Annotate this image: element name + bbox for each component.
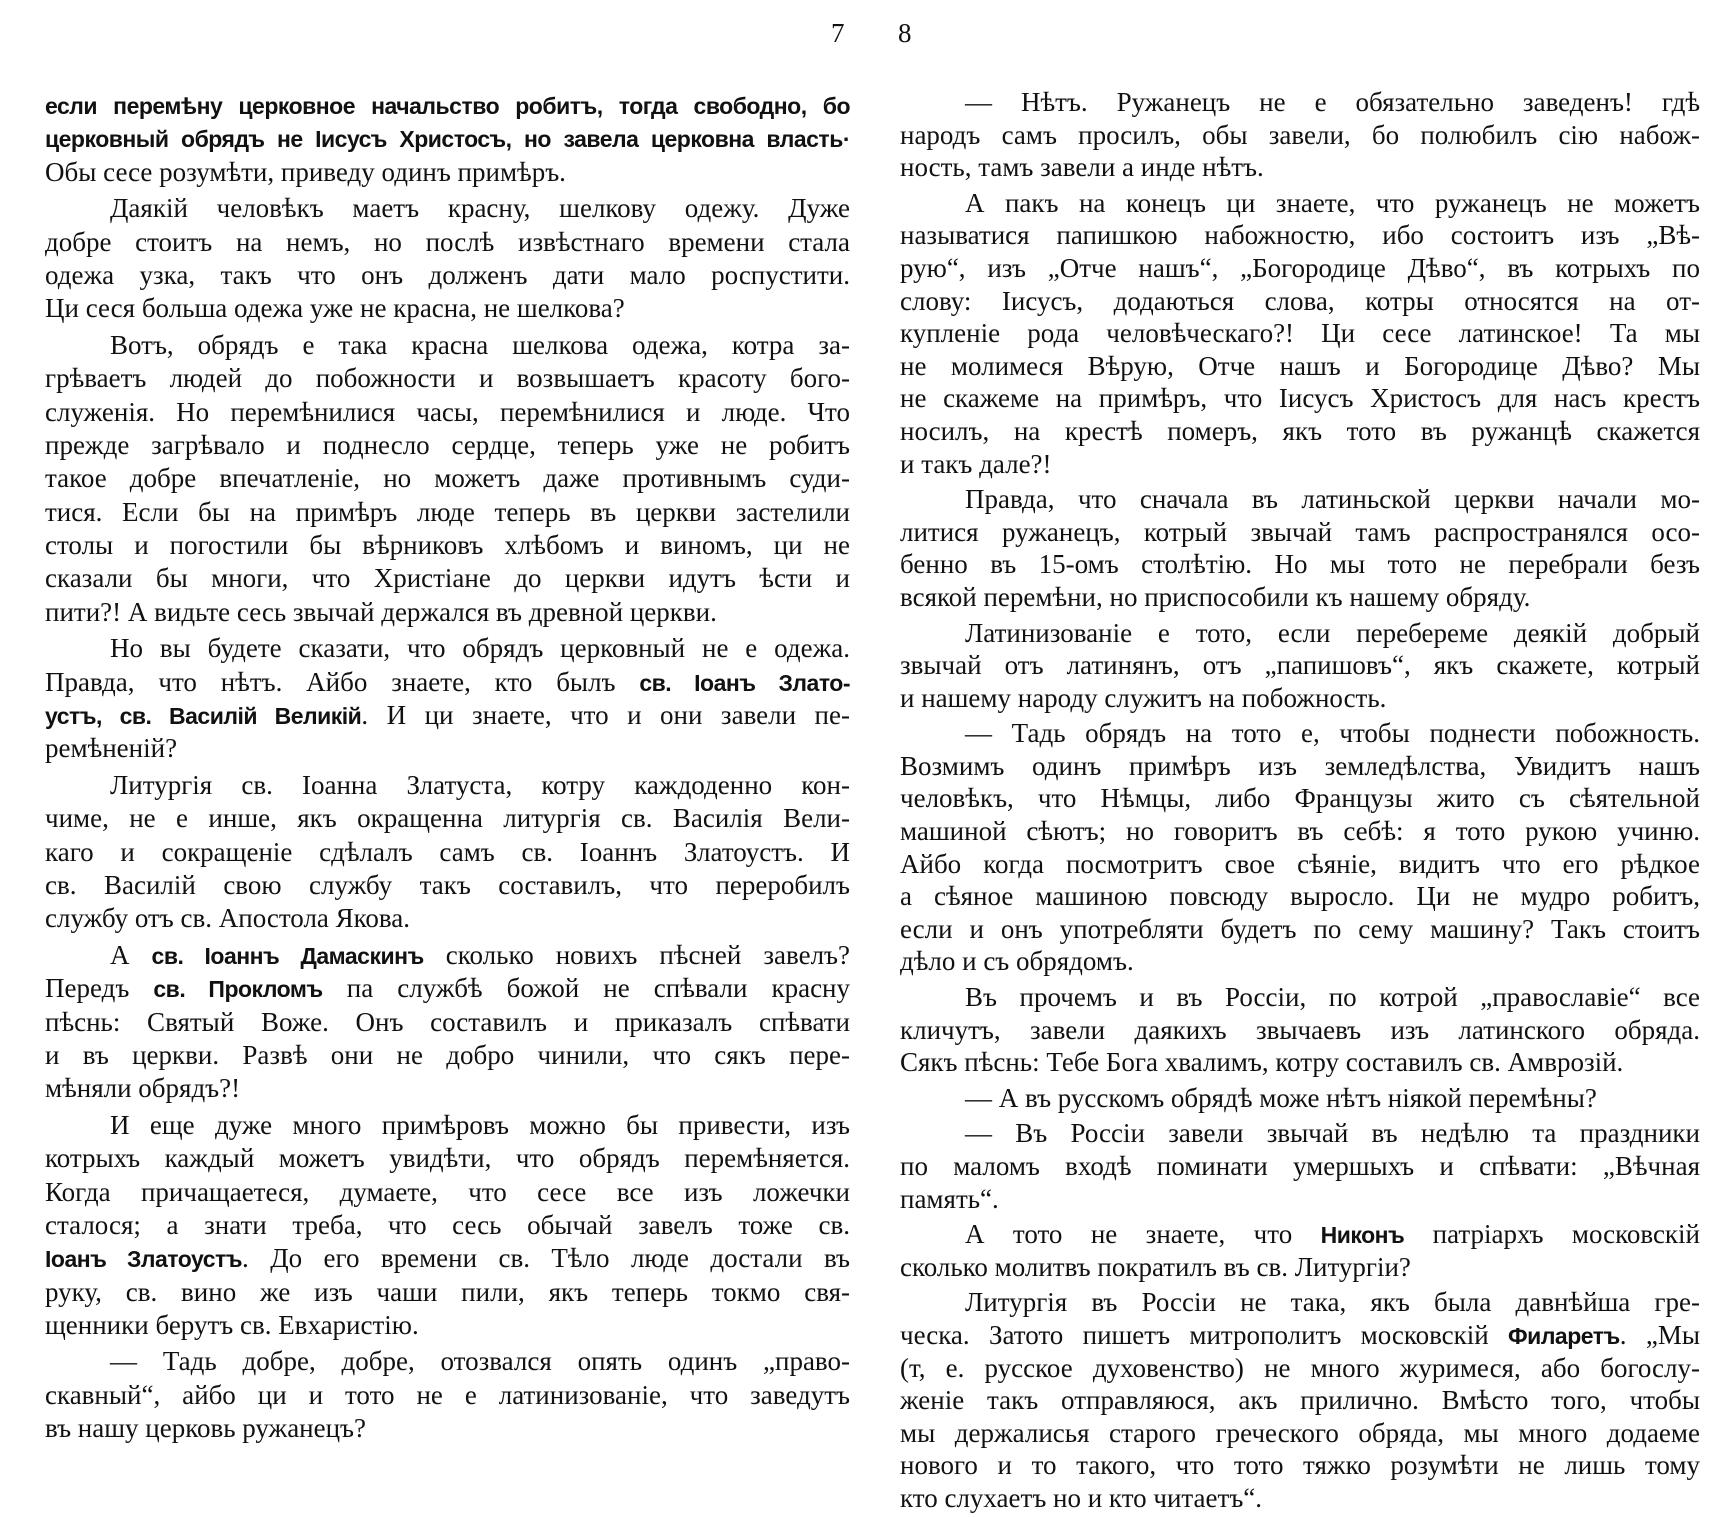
text-line: руку, св. вино же изъ чаши пили, якъ теперь токмо свя- [45, 1276, 850, 1307]
text-line: бенно въ 15-омъ столѣтію. Но мы тото не перебрали безъ [900, 549, 1700, 580]
paragraph [45, 89, 850, 189]
text-line: женіе такъ отправляюся, акъ прилично. Вмѣсто того, чтобы [900, 1385, 1700, 1416]
text-line: каго и сокращеніе сдѣлалъ самъ св. Іоаннъ Златоустъ. И [45, 836, 850, 867]
text-span: А тото не знаете, что [965, 1219, 1321, 1250]
text-line: литися ружанецъ, котрый звычай тамъ распространялся осо- [900, 516, 1700, 547]
text-line: рую“, изъ „Отче нашъ“, „Богородице Дѣво“, въ котрыхъ по [900, 252, 1700, 283]
text-line: дѣло и съ обрядомъ. [900, 946, 1134, 977]
bold-text: св. Іоанъ Злато- [639, 669, 850, 696]
page-left [45, 89, 850, 1449]
text-line [45, 1242, 850, 1275]
text-line: память“. [900, 1183, 999, 1214]
text-line: — Тадь обрядъ на тото е, чтобы поднести побожность. [965, 718, 1700, 749]
paragraph [45, 329, 850, 630]
text-line: ремѣненій? [45, 733, 178, 764]
text-line [900, 1218, 1700, 1251]
text-line: котрыхъ каждый можетъ увидѣти, что обрядъ перемѣняется. [45, 1143, 850, 1174]
text-line: св. Василій свою службу такъ составилъ, что переробилъ [45, 869, 850, 900]
text-line: — А въ русскомъ обрядѣ може нѣтъ ніякой перемѣны? [965, 1082, 1597, 1113]
text-span: А [110, 939, 152, 970]
text-line: машиной сѣютъ; но говоритъ въ себѣ: я тото рукою учиню. [900, 816, 1700, 847]
text-line: сталося; а знати треба, что сесь обычай завелъ тоже св. [45, 1209, 850, 1240]
text-line: скавный“, айбо ци и тото не е латинизованіе, что заведутъ [45, 1379, 850, 1410]
text-span: . „Мы [1619, 1319, 1700, 1350]
bold-text: Іоанъ Златоустъ [45, 1246, 243, 1273]
paragraph [900, 1117, 1700, 1215]
text-line: мѣняли обрядъ?! [45, 1073, 241, 1104]
text-line: прежде загрѣвало и поднесло сердце, теперь уже не робитъ [45, 429, 850, 460]
page-number-right: 8 [898, 18, 912, 48]
text-line: одежа узка, такъ что онъ долженъ дати мало роспустити. [45, 259, 850, 290]
text-line: (т, е. русское духовенство) не много журимеся, або богослу- [900, 1352, 1700, 1383]
text-span: . До его времени св. Тѣло люде достали въ [242, 1243, 851, 1274]
text-line: добре стоитъ на немъ, но послѣ извѣстнаго времени стала [45, 226, 850, 257]
text-line: Ци сеся больша одежа уже не красна, не шелкова? [45, 293, 625, 324]
bold-text: св. Іоаннъ Дамаскинъ [151, 942, 424, 969]
text-line: столы и погостили бы вѣрниковъ хлѣбомъ и виномъ, ци не [45, 530, 850, 561]
text-line: нового и то такого, что тото тяжко розумѣти не лишь тому [900, 1450, 1700, 1481]
text-line: а сѣяное машиною повсюду выросло. Ци не мудро робитъ, [900, 881, 1700, 912]
text-line: пѣснь: Святый Воже. Онъ составилъ и приказалъ спѣвати [45, 1006, 850, 1037]
text-line: Латинизованіе е тото, если переберeме деякій добрый [965, 617, 1700, 648]
text-line: кличутъ, завели даякихъ звычаевъ изъ латинского обряда. [900, 1014, 1700, 1045]
text-line: народъ самъ просилъ, обы завели, бо полюбилъ сію набож- [900, 119, 1700, 150]
paragraph [900, 483, 1700, 613]
text-line: А пакъ на конецъ ци знаете, что ружанецъ не можетъ [965, 187, 1700, 218]
text-line: звычай отъ латинянъ, отъ „папишовъ“, якъ скажете, котрый [900, 650, 1700, 681]
bold-text: если перемѣну церковное начальство робитъ, тогда свободно, бо [45, 93, 850, 119]
text-line: И еще дуже много примѣровъ можно бы привести, изъ [110, 1109, 850, 1140]
text-line: не молимеся Вѣрую, Отче нашъ и Богородице Дѣво? Мы [900, 350, 1700, 381]
text-line: всякой перемѣни, но приспособили къ нашему обряду. [900, 581, 1531, 612]
text-line: въ нашу церковь ружанецъ? [45, 1413, 367, 1444]
text-line: если и онъ употребляти будетъ по сему машину? Такъ стоитъ [900, 913, 1700, 944]
text-line: Правда, что сначала въ латиньской церкви начали мо- [965, 484, 1700, 515]
bold-text: св. Прокломъ [153, 976, 323, 1003]
text-line: — Въ Россіи завели звычай въ недѣлю та праздники [965, 1118, 1700, 1149]
bold-text: Никонъ [1320, 1222, 1405, 1249]
text-span: ческа. Затото пишетъ митрополитъ московскій [900, 1319, 1509, 1350]
text-line [45, 699, 850, 732]
page-right [900, 86, 1700, 1518]
text-line: Литургія въ Россіи не така, якъ была давнѣйша гре- [965, 1287, 1700, 1318]
bold-text: церковный обрядъ не Іисусъ Христосъ, но завела церковна власть· [45, 126, 850, 153]
paragraph [45, 939, 850, 1106]
text-span: Правда, что нѣтъ. Айбо знаете, кто былъ [45, 666, 640, 697]
page-number-left: 7 [831, 18, 845, 48]
text-line: носилъ, на крестѣ померъ, якъ тото въ ружанцѣ скажется [900, 415, 1700, 446]
text-line: — Нѣтъ. Ружанецъ не е обязательно заведенъ! гдѣ [965, 87, 1700, 117]
paragraph [45, 1345, 850, 1445]
paragraph [45, 632, 850, 766]
text-line: служенія. Но перемѣнилися часы, перемѣнилися и люде. Что [45, 396, 850, 427]
text-line [45, 122, 850, 155]
paragraph [900, 981, 1700, 1079]
text-line: и въ церкви. Развѣ они не добро чинили, что сякъ пере- [45, 1039, 850, 1070]
text-line: Айбо когда посмотритъ свое сѣяніе, видитъ что его рѣдкое [900, 848, 1700, 879]
paragraph [900, 717, 1700, 978]
paragraph [900, 1286, 1700, 1514]
text-span: патріархъ московскій [1404, 1219, 1700, 1250]
text-line: называтися папишкою набожностю, ибо состоитъ изъ „Вѣ- [900, 220, 1700, 251]
text-line: мы держалисья старого греческого обряда, мы много додаеме [900, 1417, 1700, 1448]
text-line: щенники берутъ св. Евхаристію. [45, 1310, 419, 1341]
paragraph [900, 187, 1700, 480]
bold-text: Филаретъ [1508, 1322, 1620, 1349]
paragraph [45, 769, 850, 936]
text-line [45, 666, 850, 699]
text-line [45, 939, 850, 972]
text-line: Литургія св. Іоанна Златуста, котру каждоденно кон- [110, 769, 850, 800]
text-line: Обы сесе розумѣти, приведу одинъ примѣръ. [45, 156, 566, 187]
paragraph [45, 1109, 850, 1343]
text-line: Въ прочемъ и въ Россіи, по котрой „православіе“ все [965, 982, 1700, 1013]
text-line: такое добре впечатленіе, но можетъ даже противнымъ суди- [45, 463, 850, 494]
text-span: сколько новихъ пѣсней завелъ? [423, 939, 850, 970]
text-line: чиме, не е инше, якъ окращенна литургія св. Василія Вели- [45, 803, 850, 834]
paragraph [900, 1218, 1700, 1283]
bold-text: устъ, св. Василій Великій [45, 703, 362, 730]
paragraph [900, 617, 1700, 715]
text-line: сколько молитвъ пократилъ въ св. Литургіи? [900, 1251, 1411, 1282]
text-line: службу отъ св. Апостола Якова. [45, 903, 411, 934]
text-line: и нашему народу служитъ на побожность. [900, 682, 1387, 713]
text-line: ность, тамъ завели а инде нѣтъ. [900, 152, 1264, 183]
text-line: сказали бы многи, что Христіане до церкви идутъ ѣсти и [45, 563, 850, 594]
text-line: — Тадь добре, добре, отозвался опять одинъ „право- [110, 1346, 850, 1377]
text-line [45, 89, 850, 122]
text-line: слову: Іисусъ, додаються слова, котры относятся на от- [900, 285, 1700, 316]
text-span: Передъ [45, 973, 154, 1004]
text-line: Возмимъ одинъ примѣръ изъ земледѣлства, Увидитъ нашъ [900, 750, 1700, 781]
text-span: па службѣ божой не спѣвали красну [322, 973, 851, 1004]
text-line: Сякъ пѣснь: Тебе Бога хвалимъ, котру составилъ св. Амврозій. [900, 1047, 1624, 1078]
text-line: по маломъ входѣ поминати умершыхъ и спѣвати: „Вѣчная [900, 1151, 1700, 1181]
text-line: тися. Если бы на примѣръ люде теперь въ церкви застелили [45, 496, 850, 527]
text-line: купленіе рода человѣческаго?! Ци сесе латинское! Та мы [900, 318, 1700, 349]
text-span: . И ци знаете, что и они завели пе- [361, 700, 850, 731]
text-line: пити?! А видьте сесь звычай держался въ древной церкви. [45, 596, 717, 627]
text-line: кто слухаетъ но и кто читаетъ“. [900, 1482, 1263, 1513]
text-line: Вотъ, обрядъ е така красна шелкова одежа, котра за- [110, 329, 850, 360]
text-line: Даякій человѣкъ маетъ красну, шелкову одежу. Дуже [110, 193, 850, 224]
text-line: грѣваетъ людей до побожности и возвышаетъ красоту бого- [45, 363, 850, 394]
text-line: человѣкъ, что Нѣмцы, либо Французы жито съ сѣятельной [900, 783, 1700, 814]
paragraph [900, 86, 1700, 184]
text-line: и такъ дале?! [900, 448, 1052, 479]
text-line [900, 1319, 1700, 1352]
text-line: не скажеме на примѣръ, что Іисусъ Христосъ для насъ крестъ [900, 383, 1700, 414]
paragraph [900, 1082, 1700, 1115]
text-line: Когда причащаетеся, думаете, что сесе все изъ ложечки [45, 1176, 850, 1207]
text-line [45, 972, 850, 1005]
paragraph [45, 192, 850, 326]
text-line: Но вы будете сказати, что обрядъ церковный не е одежа. [110, 633, 850, 664]
